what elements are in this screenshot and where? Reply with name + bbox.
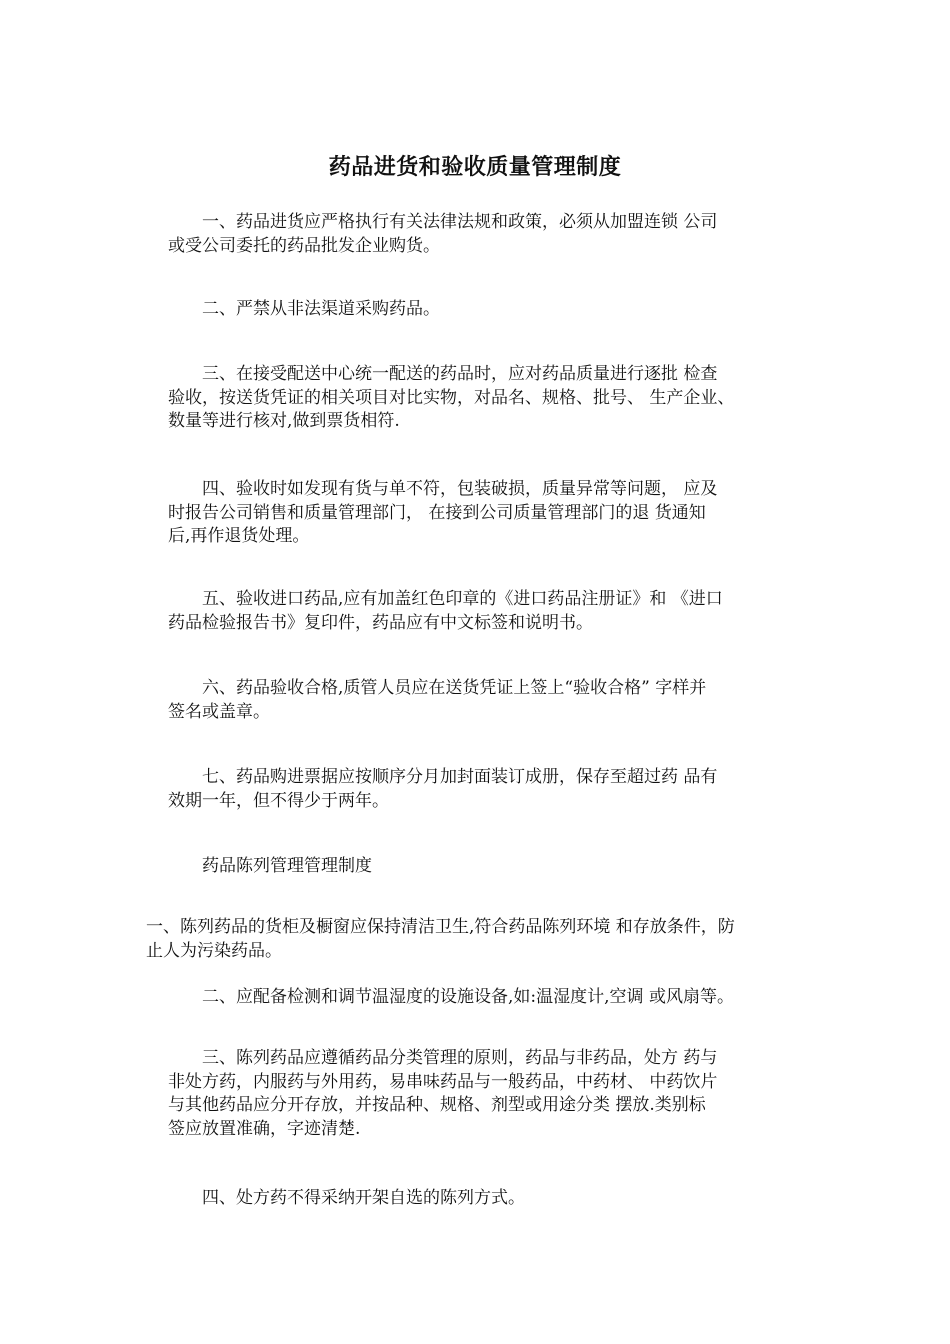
paragraph-9 xyxy=(168,986,734,1010)
document-title: 药品进货和验收质量管理制度 xyxy=(328,154,622,180)
paragraph-line: 三、在接受配送中心统一配送的药品时，应对药品质量进行逐批 检查 xyxy=(202,364,718,384)
paragraph-1 xyxy=(168,211,717,258)
paragraph-line: 验收，按送货凭证的相关项目对比实物，对品名、规格、批号、 生产企业、 xyxy=(168,387,735,408)
paragraph-3 xyxy=(168,363,734,434)
paragraph-4 xyxy=(168,478,717,549)
paragraph-line: 二、严禁从非法渠道采购药品。 xyxy=(202,299,440,319)
paragraph-line: 与其他药品应分开存放，并按品种、规格、剂型或用途分类 摆放.类别标 xyxy=(168,1095,706,1115)
paragraph-line: 止人为污染药品。 xyxy=(146,940,282,961)
paragraph-line: 六、药品验收合格,质管人员应在送货凭证上签上“验收合格” 字样并 xyxy=(202,678,707,698)
paragraph-line: 一、药品进货应严格执行有关法律法规和政策，必须从加盟连锁 公司 xyxy=(202,212,718,232)
paragraph-5 xyxy=(168,588,723,635)
paragraph-7 xyxy=(168,766,717,813)
paragraph-2 xyxy=(168,298,440,322)
section-heading xyxy=(202,855,372,879)
paragraph-line: 药品检验报告书》复印件，药品应有中文标签和说明书。 xyxy=(168,612,593,633)
paragraph-line: 四、处方药不得采纳开架自选的陈列方式。 xyxy=(202,1188,525,1208)
paragraph-line: 二、应配备检测和调节温湿度的设施设备,如:温湿度计,空调 或风扇等。 xyxy=(202,987,734,1007)
paragraph-line: 三、陈列药品应遵循药品分类管理的原则，药品与非药品，处方 药与 xyxy=(202,1048,718,1068)
paragraph-line: 非处方药，内服药与外用药，易串味药品与一般药品，中药材、 中药饮片 xyxy=(168,1071,718,1092)
paragraph-line: 签名或盖章。 xyxy=(168,701,270,722)
paragraph-line: 数量等进行核对,做到票货相符. xyxy=(168,411,400,431)
paragraph-10 xyxy=(168,1047,717,1141)
paragraph-8 xyxy=(146,916,735,963)
paragraph-line: 七、药品购进票据应按顺序分月加封面装订成册，保存至超过药 品有 xyxy=(202,767,718,787)
paragraph-line: 签应放置准确，字迹清楚. xyxy=(168,1118,361,1139)
paragraph-line: 四、验收时如发现有货与单不符，包装破损，质量异常等问题， 应及 xyxy=(202,479,718,499)
paragraph-line: 五、验收进口药品,应有加盖红色印章的《进口药品注册证》和 《进口 xyxy=(202,589,723,609)
paragraph-line: 一、陈列药品的货柜及橱窗应保持清洁卫生,符合药品陈列环境 和存放条件，防 xyxy=(146,917,735,937)
paragraph-line: 后,再作退货处理。 xyxy=(168,526,310,546)
paragraph-11 xyxy=(168,1187,525,1211)
paragraph-line: 效期一年，但不得少于两年。 xyxy=(168,790,389,811)
paragraph-line: 或受公司委托的药品批发企业购货。 xyxy=(168,235,440,256)
paragraph-6 xyxy=(168,677,706,724)
paragraph-line: 时报告公司销售和质量管理部门， 在接到公司质量管理部门的退 货通知 xyxy=(168,502,706,523)
section-heading-text: 药品陈列管理管理制度 xyxy=(202,856,372,876)
